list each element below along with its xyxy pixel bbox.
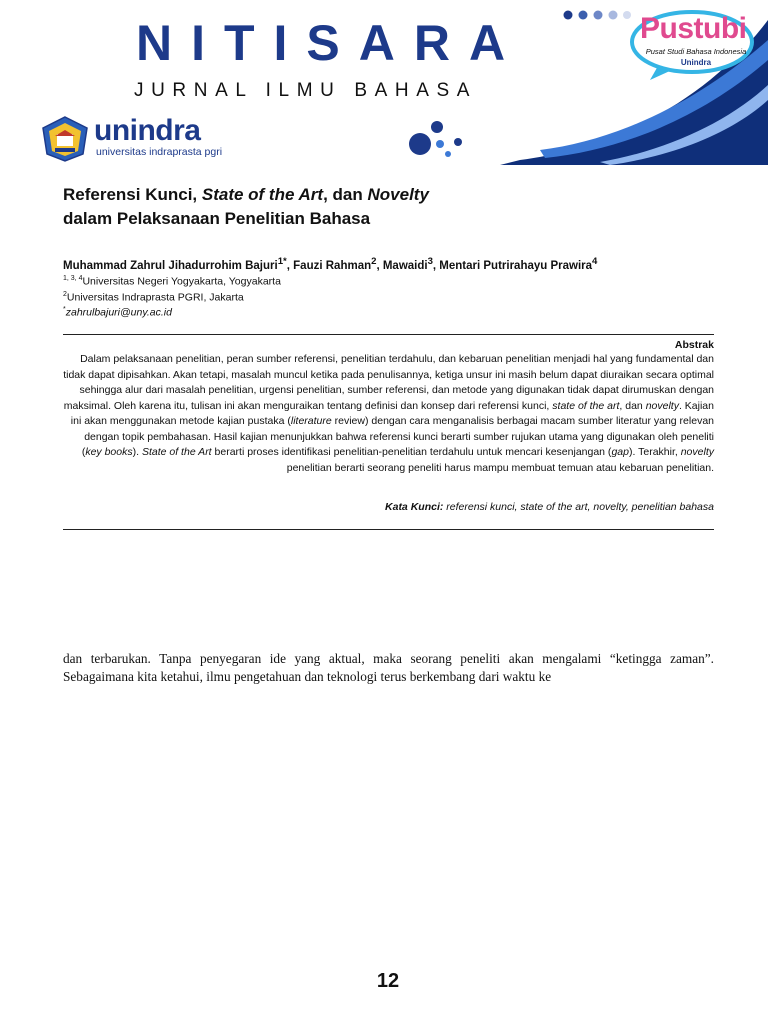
decorative-dots-icon — [563, 9, 633, 21]
unindra-subtitle: universitas indraprasta pgri — [96, 146, 223, 158]
author-superscript: 3 — [427, 256, 433, 267]
pustubi-logo-subtitle: Pusat Studi Bahasa Indonesia — [645, 47, 747, 56]
keywords — [63, 500, 714, 514]
author-separator: , — [376, 259, 383, 272]
author-name: Mawaidi — [382, 259, 428, 272]
abstract-segment: , dan — [619, 399, 646, 412]
article-title-part: , dan — [323, 185, 368, 204]
journal-title: NITISARA — [136, 15, 525, 71]
author-name: Mentari Putrirahayu Prawira — [439, 259, 593, 272]
keywords-value: referensi kunci, state of the art, novelty, penelitian bahasa — [443, 501, 714, 513]
abstract-segment: novelty — [680, 446, 714, 458]
affiliation-text: Universitas Negeri Yogyakarta, Yogyakarta — [82, 275, 281, 288]
abstract-segment: ). — [132, 446, 142, 458]
author-name: Fauzi Rahman — [293, 259, 372, 272]
abstract-text — [63, 352, 714, 476]
email-superscript: * — [63, 306, 66, 313]
article-title-part: State of the Art — [201, 185, 324, 204]
author-superscript: 4 — [592, 256, 598, 267]
affiliation-text: Universitas Indraprasta PGRI, Jakarta — [66, 291, 244, 304]
abstract-segment: gap — [611, 446, 629, 458]
divider — [63, 529, 714, 530]
abstract-segment: penelitian berarti seorang peneliti harus mampu membuat temuan atau kebaruan penelitian. — [286, 461, 714, 474]
divider — [63, 334, 714, 335]
pustubi-logo-university: Unindra — [680, 58, 712, 67]
email-text: zahrulbajuri@uny.ac.id — [65, 306, 172, 319]
article-title-part: Novelty — [367, 185, 429, 204]
abstract-segment: review) dengan cara menganalisis berbagai macam sumber literatur yang relevan dengan topik pembahasan. Hasil kajian menunjukkan bahwa referensi kunci berarti sumber rujukan utama yang digunakan oleh peneliti ( — [81, 415, 714, 458]
journal-header — [0, 0, 768, 165]
journal-subtitle: JURNAL ILMU BAHASA — [134, 80, 478, 101]
abstract-segment: State of the Art — [141, 446, 212, 458]
body-paragraph: dan terbarukan. Tanpa penyegaran ide yang aktual, maka seorang peneliti akan mengalami “ketingga zaman”. Sebagaimana kita ketahui, ilmu pengetahuan dan teknologi terus berkembang dari waktu ke — [63, 651, 714, 684]
author-separator: , — [432, 259, 440, 272]
abstract-segment: key books — [85, 446, 133, 458]
page-number: 12 — [376, 970, 400, 992]
affiliation-superscript: 1, 3, 4 — [63, 275, 83, 282]
abstract-segment: state of the art — [552, 399, 620, 412]
decorative-bubbles-icon — [404, 118, 468, 158]
author-superscript: 1* — [277, 256, 287, 267]
abstract-segment: ). Terakhir, — [628, 446, 681, 458]
abstract-segment: Dalam pelaksanaan penelitian, peran sumber referensi, penelitian terdahulu, dan kebaruan penelitian menjadi hal yang fundamental dan tidak dapat dipisahkan. Akan tetapi, masalah muncul ketika pada penulisannya, ketiga unsur ini masih belum dapat diuraikan secara optimal sehingga alur dari masalah penelitian, urgensi penelitian, sumber referensi, dan metode yang digunakan tidak dapat dirumuskan dengan maksimal. Oleh karena itu, tulisan ini akan menguraikan tentang definisi dan konsep dari referensi kunci, — [63, 353, 714, 412]
unindra-wordmark: unindra — [94, 114, 201, 147]
abstract-segment: . Kajian ini akan menggunakan metode kajian pustaka ( — [70, 399, 714, 427]
pustubi-logo: Pustubi — [640, 12, 747, 45]
abstract-label: Abstrak — [674, 339, 714, 351]
author-superscript: 2 — [371, 256, 377, 267]
author-name: Muhammad Zahrul Jihadurrohim Bajuri — [63, 259, 278, 272]
author-separator: , — [286, 259, 294, 272]
affiliation-superscript: 2 — [63, 291, 67, 298]
abstract-segment: berarti proses identifikasi penelitian-penelitian terdahulu untuk mencari kesenjangan ( — [211, 446, 612, 458]
abstract-segment: novelty — [645, 399, 679, 412]
article-title-part: dalam Pelaksanaan Penelitian Bahasa — [63, 209, 371, 228]
article-title — [63, 183, 683, 231]
abstract-segment: literature — [290, 415, 332, 427]
keywords-label: Kata Kunci: — [385, 501, 444, 513]
unindra-emblem-icon — [41, 116, 89, 162]
corresponding-email — [63, 302, 563, 321]
article-title-part: Referensi Kunci, — [63, 185, 202, 204]
